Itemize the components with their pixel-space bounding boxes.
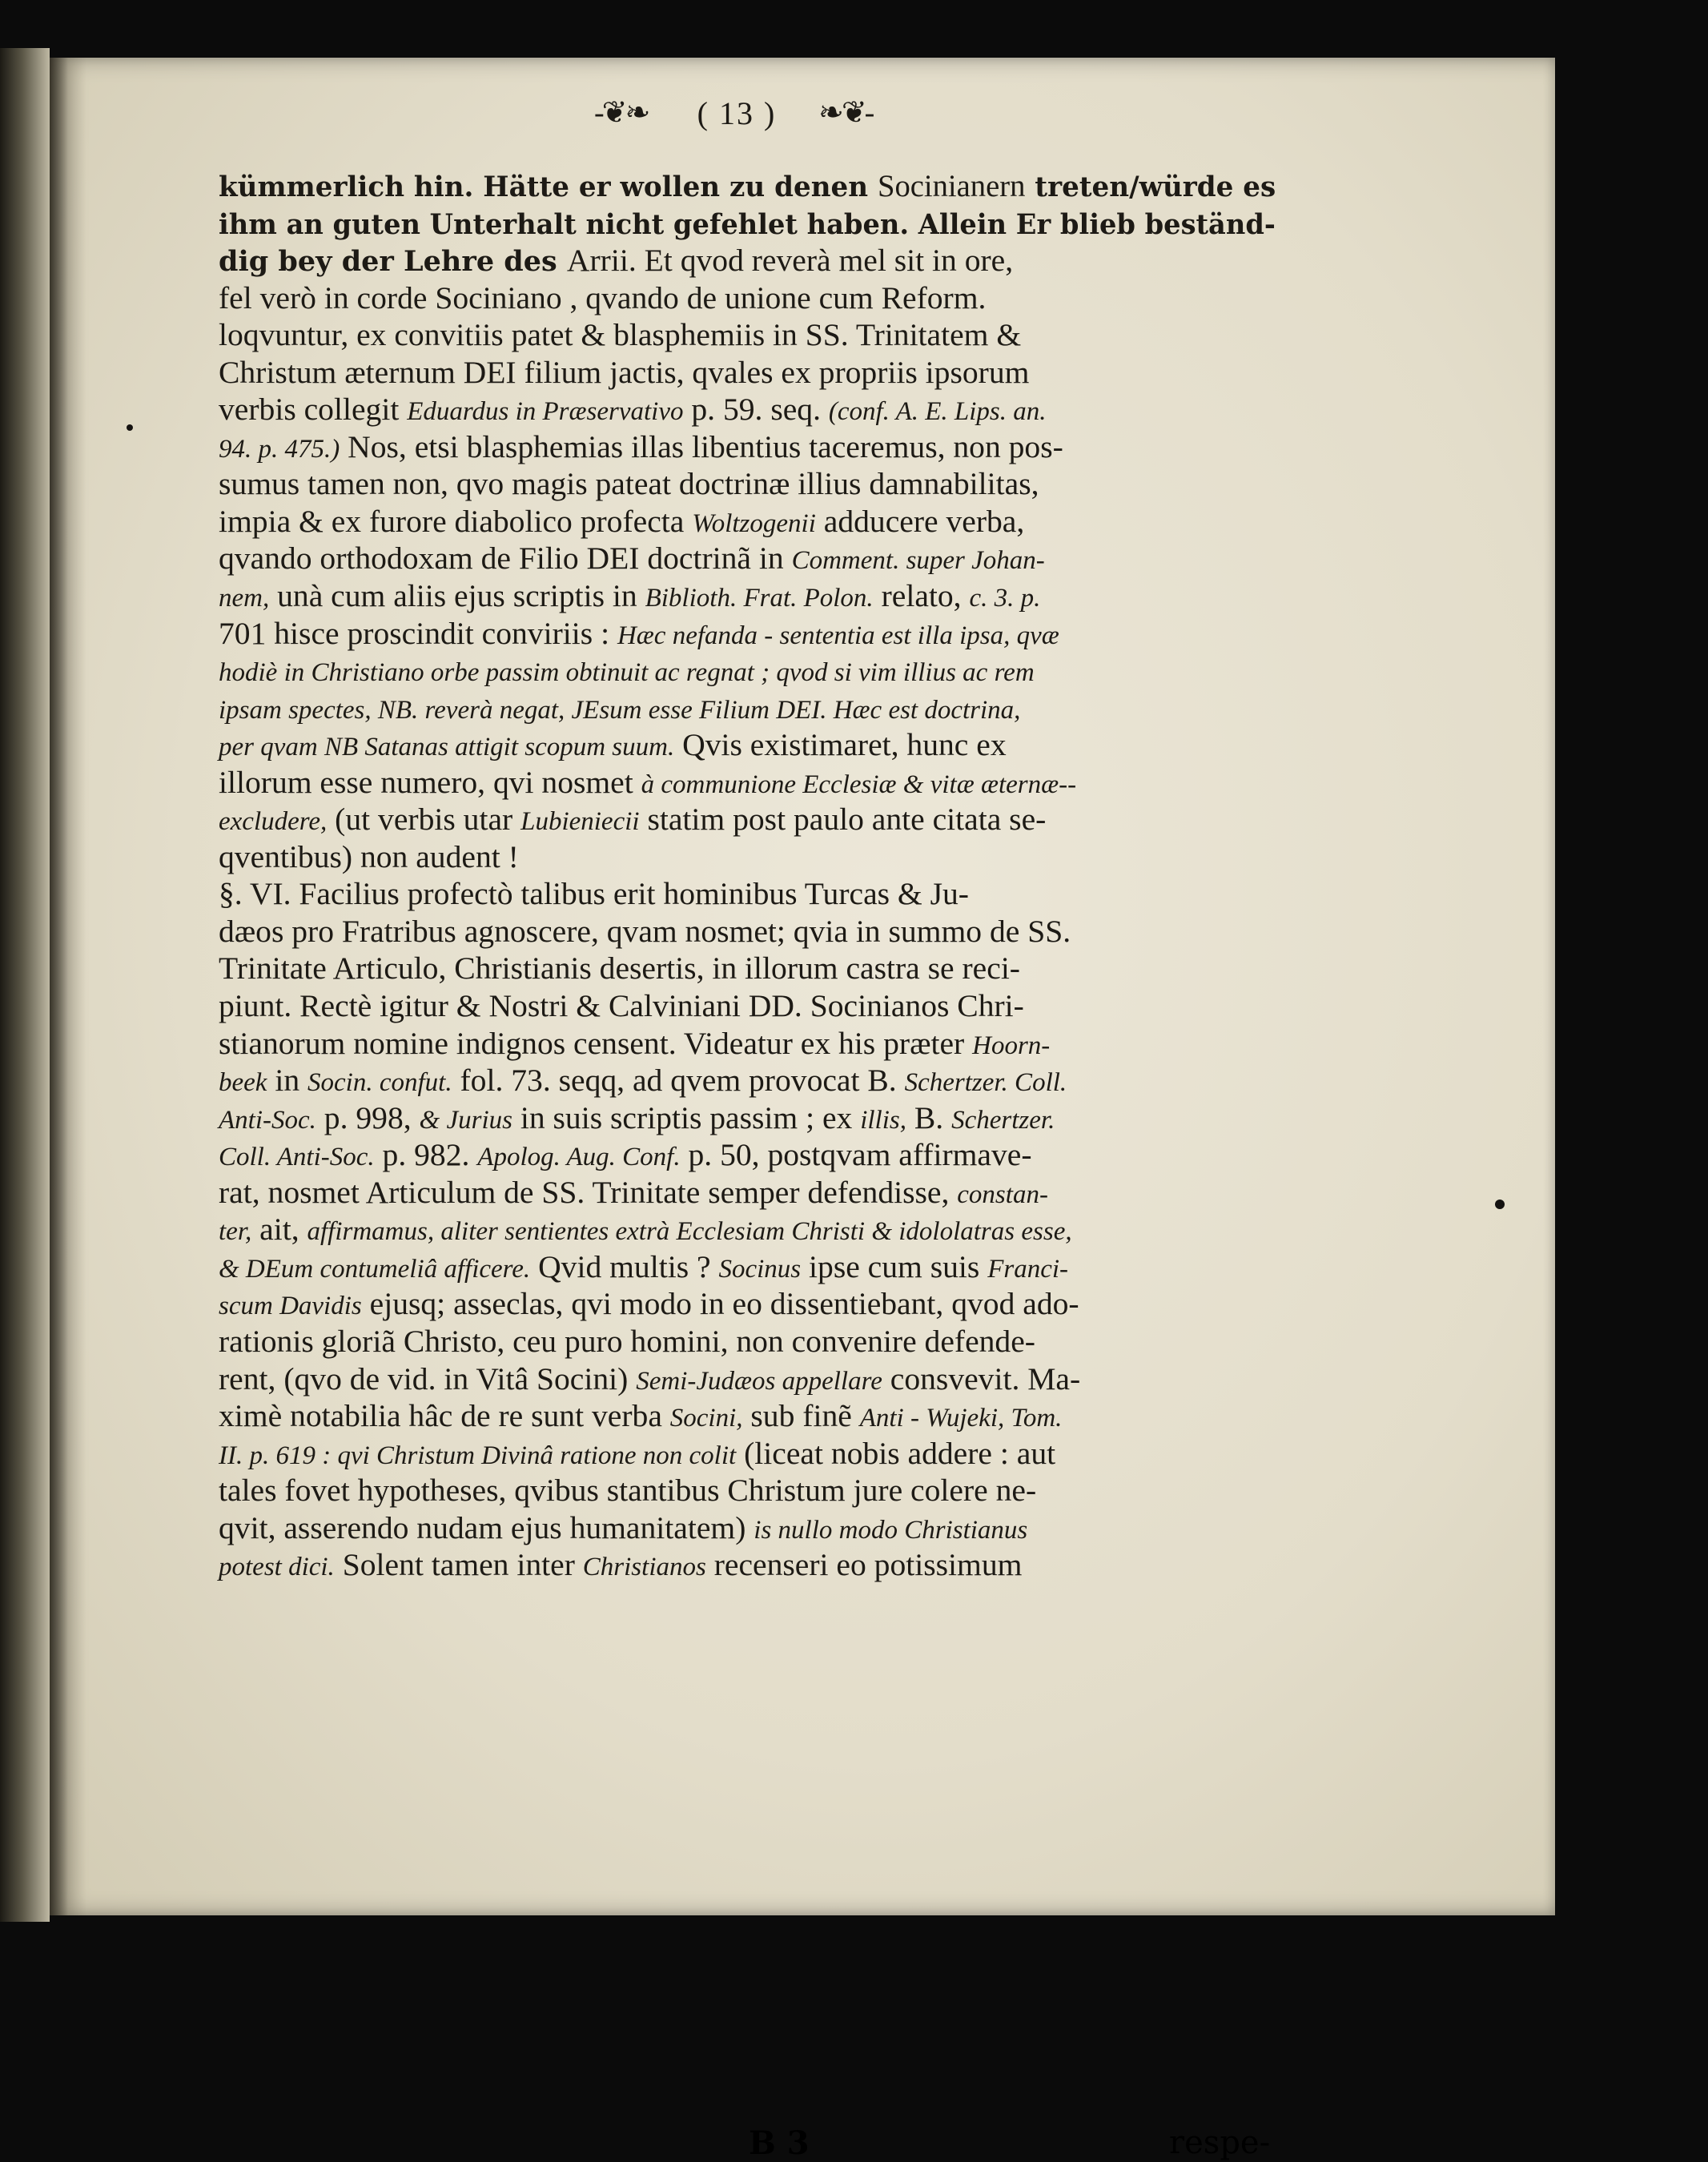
text-run: Socinianern [877, 168, 1026, 203]
text-run: Hæc nefanda - sententia est illa ipsa, qvæ [617, 621, 1059, 650]
text-run: consvevit. Ma- [882, 1360, 1081, 1396]
text-run: Eduardus in Præservativo [407, 397, 684, 427]
text-line [219, 354, 1276, 392]
ink-spot [1495, 1200, 1505, 1209]
facing-page-edge [0, 48, 50, 1922]
text-line [219, 913, 1276, 950]
text-run: piunt. Rectè igitur & Nostri & Calviniani DD. Socinianos Chri- [219, 988, 1024, 1024]
text-line [219, 1211, 1276, 1248]
text-line [219, 540, 1276, 577]
text-run: p. 50, postqvam affirmave- [680, 1137, 1032, 1173]
text-line [219, 652, 1276, 689]
text-line [219, 1435, 1276, 1473]
text-line [219, 1397, 1276, 1435]
text-run: (liceat nobis addere : aut [736, 1435, 1056, 1471]
text-run: Qvid multis ? [530, 1248, 719, 1284]
text-run: qventibus) non audent ! [219, 838, 519, 874]
text-run: p. 59. seq. [683, 392, 829, 428]
text-line [219, 1323, 1276, 1360]
page-number: ( 13 ) [697, 95, 777, 131]
text-run: potest dici. [219, 1553, 335, 1582]
text-run: Anti - Wujeki, Tom. [859, 1404, 1063, 1433]
text-run: ipse cum suis [801, 1248, 988, 1284]
text-run: Christum æternum DEI filium jactis, qvales ex propriis ipsorum [219, 354, 1030, 390]
text-run: impia & ex furore diabolico profecta [219, 503, 693, 539]
text-run: Coll. Anti-Soc. [219, 1143, 375, 1172]
text-run: sumus tamen non, qvo magis pateat doctrinæ illius damnabilitas, [219, 466, 1039, 502]
text-line [219, 279, 1276, 317]
text-run: recenseri eo potissimum [705, 1547, 1023, 1583]
text-run: & DEum contumeliâ afficere. [219, 1254, 531, 1284]
text-run: Schertzer. Coll. [904, 1068, 1067, 1098]
text-run: per qvam NB Satanas attigit scopum suum. [219, 733, 675, 762]
text-run: Apolog. Aug. Conf. [477, 1143, 681, 1172]
text-run: affirmamus, aliter sentientes extrà Ecclesiam Christi & idololatras esse, [307, 1217, 1072, 1247]
text-run: qvando orthodoxam de Filio DEI doctrinã in [219, 540, 792, 577]
text-line [219, 1472, 1276, 1509]
text-run: unà cum aliis ejus scriptis in [269, 578, 645, 614]
text-run: B. [906, 1099, 952, 1135]
text-run: Schertzer. [951, 1105, 1055, 1135]
text-run: Franci- [987, 1254, 1069, 1284]
body-text [219, 167, 1276, 1584]
page-gutter [50, 58, 86, 1915]
text-run: adducere verba, [815, 503, 1025, 539]
page-header [210, 90, 1267, 162]
text-run: stianorum nomine indignos censent. Videatur ex his præter [219, 1025, 973, 1061]
text-run: qvit, asserendo nudam ejus humanitatem) [219, 1509, 754, 1545]
text-line [219, 1025, 1276, 1063]
text-run: tales fovet hypotheses, qvibus stantibus Christum jure colere ne- [219, 1473, 1037, 1509]
text-run: 94. p. 475.) [219, 434, 340, 464]
text-line [219, 764, 1276, 802]
text-run: p. 982. [374, 1137, 478, 1173]
text-line [219, 1062, 1276, 1099]
text-run: statim post paulo ante citata se- [639, 802, 1047, 838]
text-run: dig bey der Lehre des [219, 245, 567, 279]
text-run: Comment. super Johan- [791, 546, 1045, 576]
text-run: in suis scriptis passim ; ex [512, 1099, 861, 1135]
text-run: fol. 73. seqq, ad qvem provocat B. [452, 1063, 905, 1099]
text-run: fel verò in corde Sociniano , qvando de unione cum Reform. [219, 279, 987, 315]
text-run: rationis gloriã Christo, ceu puro homini, non convenire defende- [219, 1323, 1035, 1359]
text-run: in [267, 1063, 308, 1099]
text-run: II. p. 619 : qvi Christum Divinâ ratione non colit [219, 1441, 737, 1470]
text-run: ejusq; asseclas, qvi modo in eo dissentiebant, qvod ado- [361, 1286, 1079, 1322]
ornament-right: ❧❦- [818, 96, 873, 130]
text-run: Socin. confut. [307, 1068, 452, 1098]
text-line [219, 726, 1276, 764]
text-run: illorum esse numero, qvi nosmet [219, 764, 641, 800]
text-run: illis, [860, 1105, 906, 1135]
text-run: Socini, [669, 1404, 743, 1433]
text-run: rat, nosmet Articulum de SS. Trinitate semper defendisse, [219, 1174, 958, 1210]
text-run: ximè notabilia hâc de re sunt verba [219, 1398, 670, 1434]
text-run: p. 998, [315, 1099, 420, 1135]
text-run: ihm an guten Unterhalt nicht gefehlet haben. Allein Er blieb beständ- [219, 207, 1276, 241]
text-line [219, 987, 1276, 1025]
text-run: Nos, etsi blasphemias illas libentius taceremus, non pos- [340, 428, 1063, 464]
text-run: loqvuntur, ex convitiis patet & blasphemiis in SS. Trinitatem & [219, 317, 1022, 353]
text-run: nem, [219, 584, 270, 613]
text-run: à communione Ecclesiæ & vitæ æternæ-- [641, 770, 1077, 799]
text-run: verbis collegit [219, 392, 408, 428]
text-line [219, 1099, 1276, 1137]
text-run: kümmerlich hin. Hätte er wollen zu denen [219, 171, 878, 203]
text-run: Socinus [718, 1254, 802, 1284]
text-run: Biblioth. Frat. Polon. [645, 584, 874, 613]
text-run: (ut verbis utar [327, 802, 521, 838]
text-run: scum Davidis [219, 1292, 362, 1321]
text-run: Woltzogenii [692, 508, 816, 538]
text-run: treten/würde es [1025, 171, 1276, 203]
text-line [219, 428, 1276, 466]
text-run: Trinitate Articulo, Christianis desertis, in illorum castra se reci- [219, 950, 1020, 987]
text-run: Solent tamen inter [334, 1547, 583, 1583]
text-line [219, 875, 1276, 913]
text-line [219, 577, 1276, 615]
text-line [219, 167, 1276, 205]
text-run: Lubieniecii [520, 807, 640, 837]
text-run: relato, [873, 578, 970, 614]
text-run: ter, [219, 1217, 252, 1247]
text-run: beek [219, 1068, 267, 1098]
text-line [219, 1136, 1276, 1174]
text-run: Arrii. Et qvod reverà mel sit in ore, [566, 243, 1014, 279]
text-line [219, 1360, 1276, 1398]
text-run: ait, [251, 1212, 307, 1248]
ink-spot [127, 424, 133, 431]
text-run: constan- [957, 1179, 1048, 1209]
text-line [219, 1248, 1276, 1286]
text-line [219, 242, 1276, 279]
text-run: 701 hisce proscindit conviriis : [219, 615, 617, 651]
text-line [219, 615, 1276, 653]
text-run: rent, (qvo de vid. in Vitâ Socini) [219, 1360, 637, 1396]
text-run: hodiè in Christiano orbe passim obtinuit ac regnat ; qvod si vim illius ac rem [219, 658, 1035, 688]
text-line [219, 1174, 1276, 1212]
text-line [219, 391, 1276, 428]
text-line [219, 1509, 1276, 1547]
text-run: excludere, [219, 807, 328, 837]
text-line [219, 689, 1276, 727]
text-run: Qvis existimaret, hunc ex [674, 727, 1007, 763]
text-run: ipsam spectes, NB. reverà negat, JEsum esse Filium DEI. Hæc est doctrina, [219, 695, 1021, 725]
text-run: dæos pro Fratribus agnoscere, qvam nosmet; qvia in summo de SS. [219, 913, 1071, 949]
text-run: sub finẽ [742, 1398, 860, 1434]
signature-mark: B 3 [749, 2124, 810, 2162]
text-run: §. VI. Facilius profectò talibus erit hominibus Turcas & Ju- [219, 876, 969, 912]
text-run: (conf. A. E. Lips. an. [828, 397, 1047, 427]
text-run: c. 3. p. [969, 584, 1041, 613]
text-run: Hoorn- [972, 1031, 1051, 1060]
text-run: Christianos [582, 1553, 706, 1582]
text-line [219, 950, 1276, 987]
text-line [219, 316, 1276, 354]
text-run: Anti-Soc. [219, 1105, 316, 1135]
text-line [219, 465, 1276, 503]
text-line [219, 838, 1276, 876]
text-line [219, 205, 1276, 243]
catchword: respe- [1169, 2124, 1271, 2161]
text-line [219, 1285, 1276, 1323]
text-line [219, 801, 1276, 838]
ornament-left: -❦❧ [594, 96, 649, 130]
text-run: & Jurius [419, 1105, 512, 1135]
text-line [219, 1546, 1276, 1584]
text-line [219, 503, 1276, 540]
text-run: is nullo modo Christianus [754, 1515, 1028, 1545]
text-run: Semi-Judæos appellare [636, 1366, 882, 1396]
